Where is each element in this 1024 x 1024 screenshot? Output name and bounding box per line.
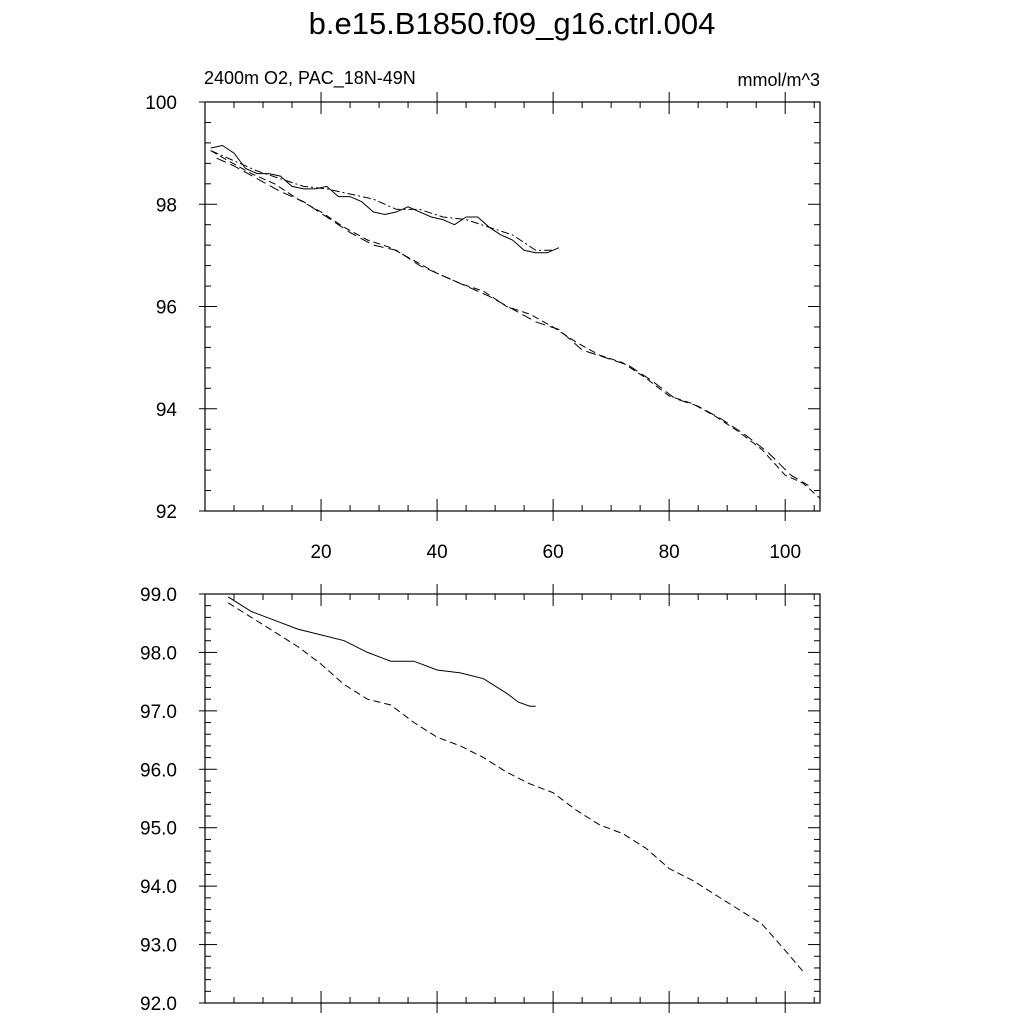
top-y-tick-label: 92	[155, 502, 177, 523]
bottom-series-line-dash	[228, 603, 802, 971]
bottom-y-tick-label: 99.0	[140, 585, 177, 606]
chart-title: b.e15.B1850.f09_g16.ctrl.004	[308, 6, 716, 41]
top-panel-y-tick-labels	[145, 93, 177, 523]
bottom-panel-frame	[205, 594, 820, 1003]
top-y-tick-label: 94	[155, 399, 177, 421]
top-series-line-longdash	[217, 158, 809, 485]
top-panel	[145, 68, 820, 563]
bottom-y-tick-label: 98.0	[140, 643, 177, 665]
top-series-line-solid	[211, 146, 559, 253]
top-x-tick-label: 20	[310, 542, 332, 563]
bottom-y-tick-label: 93.0	[140, 935, 177, 957]
top-panel-units-label: mmol/m^3	[737, 70, 820, 90]
bottom-series-line-solid	[228, 597, 536, 706]
top-panel-left-label: 2400m O2, PAC_18N-49N	[204, 68, 416, 88]
top-y-tick-label: 98	[155, 195, 177, 217]
top-y-tick-label: 96	[155, 297, 177, 319]
bottom-y-tick-label: 94.0	[140, 877, 177, 899]
top-panel-series	[211, 146, 820, 499]
top-panel-ticks	[199, 92, 820, 521]
bottom-y-tick-label: 97.0	[140, 701, 177, 723]
top-panel-x-tick-labels	[310, 542, 801, 563]
top-x-tick-label: 100	[769, 542, 802, 563]
top-x-tick-label: 40	[426, 542, 448, 563]
bottom-panel-series	[228, 597, 802, 971]
bottom-y-tick-label: 95.0	[140, 818, 177, 840]
bottom-panel-y-tick-labels	[140, 585, 177, 1015]
top-x-tick-label: 60	[542, 542, 564, 563]
top-panel-frame	[205, 102, 820, 511]
top-series-line-dash	[211, 151, 820, 499]
bottom-y-tick-label: 96.0	[140, 760, 177, 782]
top-y-tick-label: 100	[145, 93, 177, 114]
bottom-panel-ticks	[199, 584, 820, 1013]
bottom-panel	[140, 584, 820, 1015]
top-x-tick-label: 80	[658, 542, 680, 563]
bottom-y-tick-label: 92.0	[140, 994, 177, 1015]
